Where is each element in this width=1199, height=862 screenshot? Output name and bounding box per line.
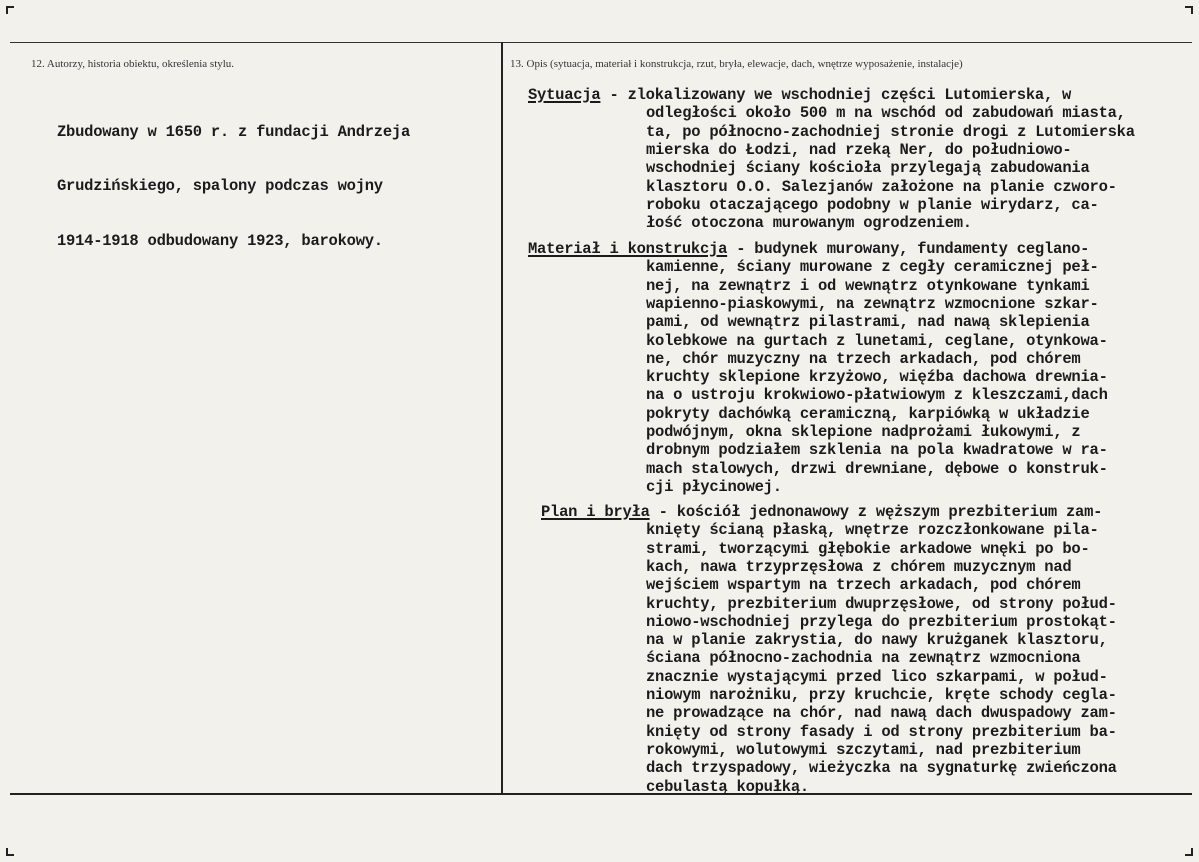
description-line: wschodniej ściany kościoła przylegają zabudowania (646, 159, 1090, 178)
description-line: cji płycinowej. (646, 477, 782, 496)
section-12-heading: 12. Autorzy, historia obiektu, określenia stylu. (31, 58, 235, 70)
section-title: Materiał i konstrukcja (528, 240, 728, 258)
description-line: strami, tworzącymi głębokie arkadowe wnęki po bo- (646, 539, 1090, 558)
corner-mark (6, 848, 14, 856)
description-line: kruchty, prezbiterium dwuprzęsłowe, od strony połud- (646, 594, 1117, 613)
description-line: wapienno-piaskowymi, na zewnątrz wzmocnione szkar- (646, 294, 1099, 313)
description-line: znacznie wystającymi przed lico szkarpami, w połud- (646, 667, 1108, 686)
corner-mark (1185, 6, 1193, 14)
description-line: podwójnym, okna sklepione nadprożami łukowymi, z (646, 423, 1081, 441)
column-divider (501, 42, 503, 794)
description-line (528, 86, 1071, 104)
description-line: niowym narożniku, przy kruchcie, kręte schody cegla- (646, 686, 1117, 704)
description-line: na w planie zakrystia, do nawy krużganek klasztoru, (646, 631, 1108, 650)
description-line: dach trzyspadowy, wieżyczka na sygnaturkę zwieńczona (646, 759, 1117, 778)
description-line (528, 240, 1089, 258)
description-line: na o ustroju krokwiowo-płatwiowym z kleszczami,dach (646, 386, 1108, 405)
description-line: knięty ścianą płaską, wnętrze rozczłonkowane pila- (646, 521, 1099, 540)
description-line: ściana północno-zachodnia na zewnątrz wzmocniona (646, 649, 1081, 668)
top-rule (10, 42, 1192, 43)
bottom-rule (10, 793, 1192, 795)
section-13-heading: 13. Opis (sytuacja, materiał i konstrukcja, rzut, bryła, elewacje, dach, wnętrze wyposażenie, instalacje) (510, 58, 963, 70)
section-text: - zlokalizowany we wschodniej części Lutomierska, w (600, 86, 1072, 104)
corner-mark (6, 6, 14, 14)
description-line: niowo-wschodniej przylega do prezbiterium prostokąt- (646, 612, 1117, 631)
description-line: rokowymi, wolutowymi szczytami, nad prezbiterium (646, 740, 1081, 759)
description-line (541, 503, 1102, 521)
description-line: ne, chór muzyczny na trzech arkadach, pod chórem (646, 349, 1081, 368)
description-line: knięty od strony fasady i od strony prezbiterium ba- (646, 722, 1117, 741)
description-line: nej, na zewnątrz i od wewnątrz otynkowane tynkami (646, 276, 1090, 295)
description-line: ne prowadzące na chór, nad nawą dach dwuspadowy zam- (646, 704, 1117, 723)
description-line: pokryty dachówką ceramiczną, karpiówką w układzie (646, 404, 1090, 423)
description-line: mierska do Łodzi, nad rzeką Ner, do południowo- (646, 140, 1072, 159)
description-line: pami, od wewnątrz pilastrami, nad nawą sklepienia (646, 313, 1090, 332)
history-line: Zbudowany w 1650 r. z fundacji Andrzeja (57, 122, 411, 141)
section-title: Plan i bryła (541, 503, 650, 521)
description-line: kamienne, ściany murowane z cegły ceramicznej peł- (646, 258, 1099, 277)
description-line: wejściem wspartym na trzech arkadach, pod chórem (646, 576, 1081, 595)
description-line: cebulastą kopułką. (646, 777, 809, 796)
description-line: ta, po północno-zachodniej stronie drogi z Lutomierska (646, 122, 1135, 141)
section-title: Sytuacja (528, 86, 601, 104)
description-line: mach stalowych, drzwi drewniane, dębowe o konstruk- (646, 459, 1108, 478)
history-text (57, 86, 410, 269)
section-text: - budynek murowany, fundamenty ceglano- (727, 240, 1090, 258)
history-line: 1914-1918 odbudowany 1923, barokowy. (57, 232, 383, 251)
section-text: - kościół jednonawowy z węższym prezbiterium zam- (649, 503, 1103, 521)
corner-mark (1185, 848, 1193, 856)
description-line: łość otoczona murowanym ogrodzeniem. (646, 214, 972, 233)
description-line: kruchty sklepione krzyżowo, więźba dachowa drewnia- (646, 368, 1108, 387)
description-line: kolebkowe na gurtach z lunetami, ceglane, otynkowa- (646, 331, 1108, 350)
description-line: kach, nawa trzyprzęsłowa z chórem muzycznym nad (646, 557, 1072, 576)
description-line: odległości około 500 m na wschód od zabudowań miasta, (646, 104, 1126, 123)
description-line: klasztoru O.O. Salezjanów założone na planie czworo- (646, 177, 1117, 196)
history-line: Grudzińskiego, spalony podczas wojny (57, 177, 383, 196)
description-line: roboku otaczającego podobny w planie wirydarz, ca- (646, 195, 1099, 214)
description-line: drobnym podziałem szklenia na pola kwadratowe w ra- (646, 441, 1108, 460)
